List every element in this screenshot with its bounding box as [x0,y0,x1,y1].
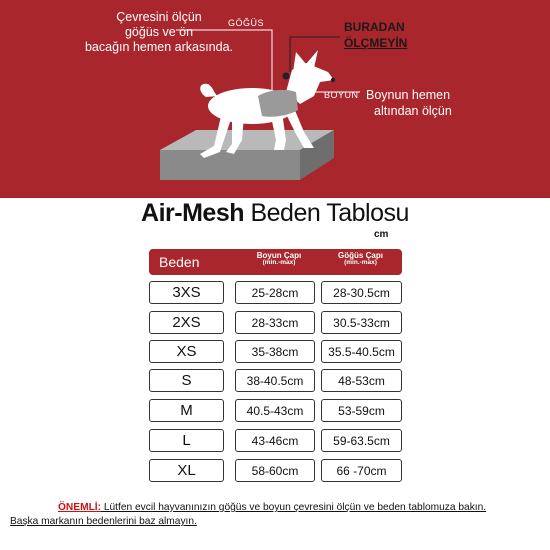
neck-cell: 43-46cm [235,429,315,452]
chest-cell: 59-63.5cm [321,429,402,452]
measure-point [283,73,290,80]
chest-instruction-line: bacağın hemen arkasında. [84,40,234,54]
measure-here-label [344,20,407,51]
important-note [10,501,540,529]
neck-cell: 35-38cm [235,340,315,363]
note-text: Lütfen evcil hayvanınızın göğüs ve boyun çevresini ölçün ve beden tablomuza bakın. [101,502,487,513]
neck-cell: 25-28cm [235,281,315,304]
measure-here-line-text: ÖLÇMEYİN [344,35,408,50]
chest-tag: GÖĞÜS [228,18,265,28]
chest-instruction [64,10,254,55]
size-cell: S [149,369,224,392]
size-cell: XL [149,459,224,482]
size-cell: M [149,399,224,422]
header-neck-sub: (min.-max) [262,259,296,267]
table-row [149,311,402,336]
size-cell: XS [149,340,224,363]
neck-cell: 28-33cm [235,311,315,334]
unit-label: cm [374,229,389,240]
table-row [149,399,402,424]
table-row [149,429,402,454]
nose [331,78,335,82]
neck-instruction-line: altından ölçün [374,103,452,118]
header-chest-label: Göğüs Çapı [338,251,383,260]
chest-cell: 35.5-40.5cm [321,340,402,363]
neck-instruction [366,88,452,119]
table-row [149,281,402,306]
header-size: Beden [159,254,200,270]
neck-cell: 40.5-43cm [235,399,315,422]
header-chest [319,252,402,267]
chest-instruction-line: Çevresini ölçün [116,10,202,24]
chest-cell: 53-59cm [321,399,402,422]
note-line-2: Başka markanın bedenlerini baz almayın. [10,516,197,527]
note-warning: ÖNEMLİ: [58,502,102,513]
note-line-1 [10,501,540,515]
page-title [0,199,550,228]
header-neck-label: Boyun Çapı [256,251,302,260]
chest-instruction-line: göğüs ve ön [124,25,194,39]
size-cell: 3XS [149,281,224,304]
chest-cell: 66 -70cm [321,459,402,482]
header-chest-sub: (min.-max) [344,259,377,267]
title-brand: Air-Mesh [141,199,245,227]
table-row [149,340,402,365]
size-cell: L [149,429,224,452]
harness [258,90,298,117]
table-row [149,459,402,484]
size-table-header [149,249,402,275]
chest-cell: 30.5-33cm [321,311,402,334]
neck-tag: BOYUN [324,90,359,100]
pedestal-front [160,150,300,180]
measure-here-line-text: BURADAN [344,20,405,34]
title-rest: Beden Tablosu [250,199,409,227]
chest-cell: 28-30.5cm [321,281,402,304]
measurement-banner [0,0,550,198]
neck-cell: 38-40.5cm [235,369,315,392]
table-row [149,369,402,394]
neck-instruction-line: Boynun hemen [366,88,451,102]
chest-cell: 48-53cm [321,369,402,392]
header-neck [239,252,319,267]
neck-cell: 58-60cm [235,459,315,482]
size-cell: 2XS [149,311,224,334]
